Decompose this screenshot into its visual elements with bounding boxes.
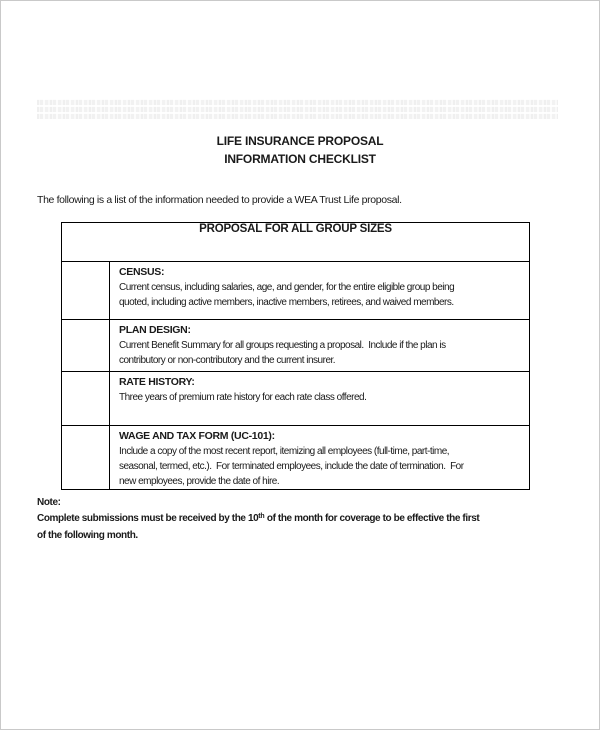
note-text-pre: Complete submissions must be received by the 10 [37, 513, 259, 524]
checkbox-cell [62, 320, 110, 372]
redacted-header-band [37, 99, 558, 119]
item-line: quoted, including active members, inactive members, retirees, and waived members. [119, 297, 454, 308]
item-line: seasonal, termed, etc.). For terminated employees, include the date of termination. For [119, 461, 464, 472]
checkbox-cell [62, 372, 110, 426]
table-row-rate-history [62, 372, 530, 426]
intro-text: The following is a list of the information needed to provide a WEA Trust Life proposal. [37, 194, 402, 206]
note-section [37, 495, 577, 544]
table-row-plan-design [62, 320, 530, 372]
table-row-census [62, 262, 530, 320]
note-label: Note: [37, 497, 61, 508]
item-line: contributory or non-contributory and the current insurer. [119, 355, 336, 366]
item-title: RATE HISTORY: [119, 376, 195, 388]
item-line: Current census, including salaries, age, and gender, for the entire eligible group being [119, 282, 455, 293]
checkbox-cell [62, 262, 110, 320]
checkbox-cell [62, 426, 110, 490]
item-title: PLAN DESIGN: [119, 324, 191, 336]
checklist-table [61, 222, 530, 490]
page-title-line1: LIFE INSURANCE PROPOSAL [216, 134, 384, 148]
table-row-wage-tax-form [62, 426, 530, 490]
page-title [1, 132, 599, 168]
table-header: PROPOSAL FOR ALL GROUP SIZES [62, 223, 530, 262]
table-header-row [62, 223, 530, 262]
row-content-plan-design [110, 320, 530, 372]
item-line: Three years of premium rate history for each rate class offered. [119, 392, 367, 403]
note-text-line1 [37, 511, 577, 528]
note-text-post: of the month for coverage to be effective the first [264, 513, 480, 524]
note-text-line2: of the following month. [37, 530, 138, 541]
row-content-census [110, 262, 530, 320]
item-line: Include a copy of the most recent report, itemizing all employees (full-time, part-time, [119, 446, 450, 457]
note-superscript-th: th [258, 512, 265, 520]
row-content-wage-tax-form [110, 426, 530, 490]
page-title-line2: INFORMATION CHECKLIST [224, 152, 376, 166]
item-title: CENSUS: [119, 266, 165, 278]
item-line: Current Benefit Summary for all groups requesting a proposal. Include if the plan is [119, 340, 446, 351]
item-line: new employees, provide the date of hire. [119, 476, 280, 487]
row-content-rate-history [110, 372, 530, 426]
item-title: WAGE AND TAX FORM (UC-101): [119, 430, 275, 442]
